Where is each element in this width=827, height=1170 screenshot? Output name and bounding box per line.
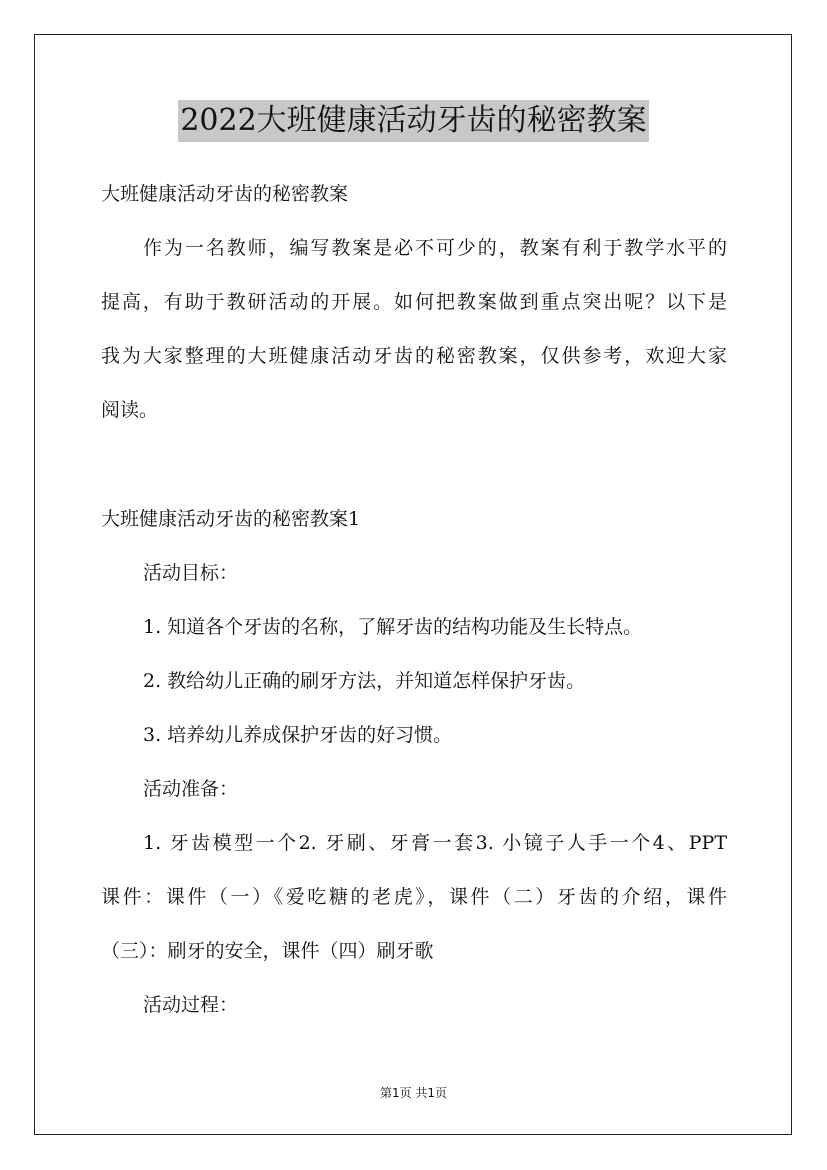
prep-label: 活动准备： — [143, 778, 239, 800]
document-title: 2022大班健康活动牙齿的秘密教案 — [178, 100, 648, 142]
prep-line-2: 课件：课件（一）《爱吃糖的老虎》，课件（二）牙齿的介绍，课件 — [101, 886, 727, 908]
prep-line-1: 1. 牙齿模型一个2. 牙刷、牙膏一套3. 小镜子人手一个4、PPT — [143, 832, 727, 854]
intro-line-2: 提高，有助于教研活动的开展。如何把教案做到重点突出呢？以下是 — [101, 291, 727, 313]
goals-label: 活动目标： — [143, 562, 239, 584]
section-heading: 大班健康活动牙齿的秘密教案1 — [101, 508, 361, 530]
goal-item-3: 3. 培养幼儿养成保护牙齿的好习惯。 — [143, 724, 453, 746]
prep-line-3: （三）：刷牙的安全，课件（四）刷牙歌 — [101, 940, 434, 962]
process-label: 活动过程： — [143, 994, 239, 1016]
goal-item-2: 2. 教给幼儿正确的刷牙方法，并知道怎样保护牙齿。 — [143, 670, 586, 692]
intro-line-4: 阅读。 — [101, 399, 159, 421]
intro-line-1: 作为一名教师，编写教案是必不可少的，教案有利于教学水平的 — [143, 237, 727, 259]
intro-line-3: 我为大家整理的大班健康活动牙齿的秘密教案，仅供参考，欢迎大家 — [101, 345, 727, 367]
document-subtitle: 大班健康活动牙齿的秘密教案 — [101, 183, 349, 205]
page-footer: 第1页 共1页 — [379, 1086, 448, 1100]
goal-item-1: 1. 知道各个牙齿的名称，了解牙齿的结构功能及生长特点。 — [143, 616, 643, 638]
title-container — [0, 100, 827, 142]
